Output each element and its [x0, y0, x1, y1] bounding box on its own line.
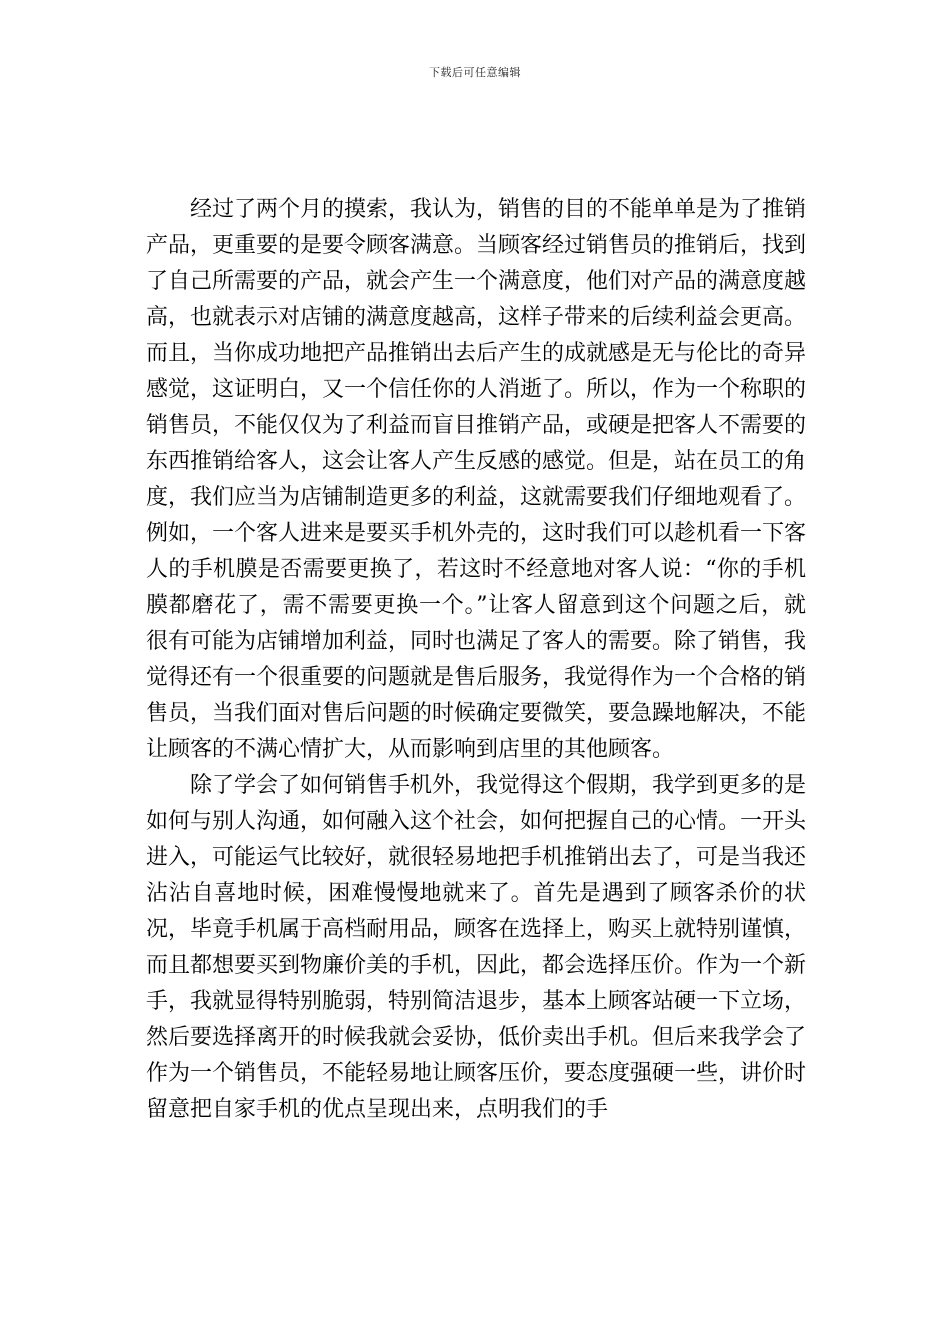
paragraph-2: 除了学会了如何销售手机外，我觉得这个假期，我学到更多的是如何与别人沟通，如何融入这个社会，如何把握自己的心情。一开头进入，可能运气比较好，就很轻易地把手机推销出去了，可是当我还沾沾自喜地时候，困难慢慢地就来了。首先是遇到了顾客杀价的状况，毕竟手机属于高档耐用品，顾客在选择上，购买上就特别谨慎，而且都想要买到物廉价美的手机，因此，都会选择压价。作为一个新手，我就显得特别脆弱，特别简洁退步，基本上顾客站硬一下立场，然后要选择离开的时候我就会妥协，低价卖出手机。但后来我学会了作为一个销售员，不能轻易地让顾客压价，要态度强硬一些，讲价时留意把自家手机的优点呈现出来，点明我们的手 — [146, 773, 807, 1122]
document-body — [146, 192, 806, 1128]
paragraph-1: 经过了两个月的摸索，我认为，销售的目的不能单单是为了推销产品，更重要的是要令顾客满意。当顾客经过销售员的推销后，找到了自己所需要的产品，就会产生一个满意度，他们对产品的满意度越高，也就表示对店铺的满意度越高，这样子带来的后续利益会更高。而且，当你成功地把产品推销出去后产生的成就感是无与伦比的奇异感觉，这证明白，又一个信任你的人消逝了。所以，作为一个称职的销售员，不能仅仅为了利益而盲目推销产品，或硬是把客人不需要的东西推销给客人，这会让客人产生反感的感觉。但是，站在员工的角度，我们应当为店铺制造更多的利益，这就需要我们仔细地观看了。例如，一个客人进来是要买手机外壳的，这时我们可以趁机看一下客人的手机膜是否需要更换了，若这时不经意地对客人说：“你的手机膜都磨花了，需不需要更换一个。”让客人留意到这个问题之后，就很有可能为店铺增加利益，同时也满足了客人的需要。除了销售，我觉得还有一个很重要的问题就是售后服务，我觉得作为一个合格的销售员，当我们面对售后问题的时候确定要微笑，要急躁地解决，不能让顾客的不满心情扩大，从而影响到店里的其他顾客。 — [146, 197, 807, 762]
page-header: 下载后可任意编辑 — [429, 66, 521, 79]
